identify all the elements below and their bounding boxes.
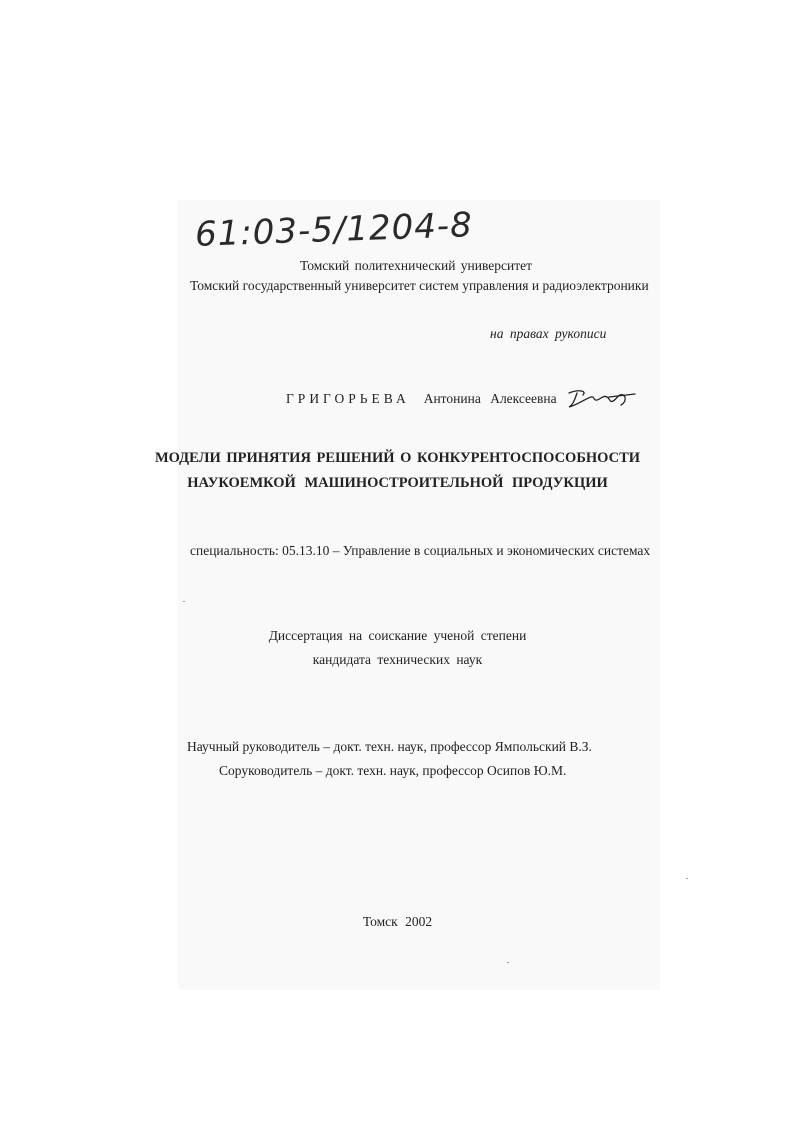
institution-line-2: Томский государственный университет систем управления и радиоэлектроники <box>190 278 649 293</box>
author-signature <box>565 387 637 411</box>
city-year: Томск 2002 <box>362 914 433 929</box>
thesis-title-line-1: МОДЕЛИ ПРИНЯТИЯ РЕШЕНИЙ О КОНКУРЕНТОСПОСОБНОСТИ <box>154 450 641 466</box>
thesis-title-line-2: НАУКОЕМКОЙ МАШИНОСТРОИТЕЛЬНОЙ ПРОДУКЦИИ <box>187 475 608 491</box>
scan-speck <box>686 878 688 879</box>
specialty-line: специальность: 05.13.10 – Управление в социальных и экономических системах <box>190 543 651 558</box>
manuscript-rights-note: на правах рукописи <box>490 326 607 341</box>
co-supervisor-line: Соруководитель – докт. техн. наук, профессор Осипов Ю.М. <box>219 763 567 778</box>
institution-line-1: Томский политехнический университет <box>300 258 533 273</box>
scan-speck <box>507 962 509 963</box>
scan-speck <box>183 601 185 602</box>
degree-line-2: кандидата технических наук <box>312 652 483 667</box>
author-given-names: Антонина Алексеевна <box>423 391 557 406</box>
degree-line-1: Диссертация на соискание ученой степени <box>268 628 527 643</box>
scientific-supervisor-line: Научный руководитель – докт. техн. наук, профессор Ямпольский В.З. <box>187 739 592 754</box>
scanned-page-area <box>178 200 660 990</box>
handwritten-catalog-number: 61:03-5/1204-8 <box>194 205 474 255</box>
author-surname: ГРИГОРЬЕВА <box>286 391 410 406</box>
author-line <box>286 387 637 411</box>
